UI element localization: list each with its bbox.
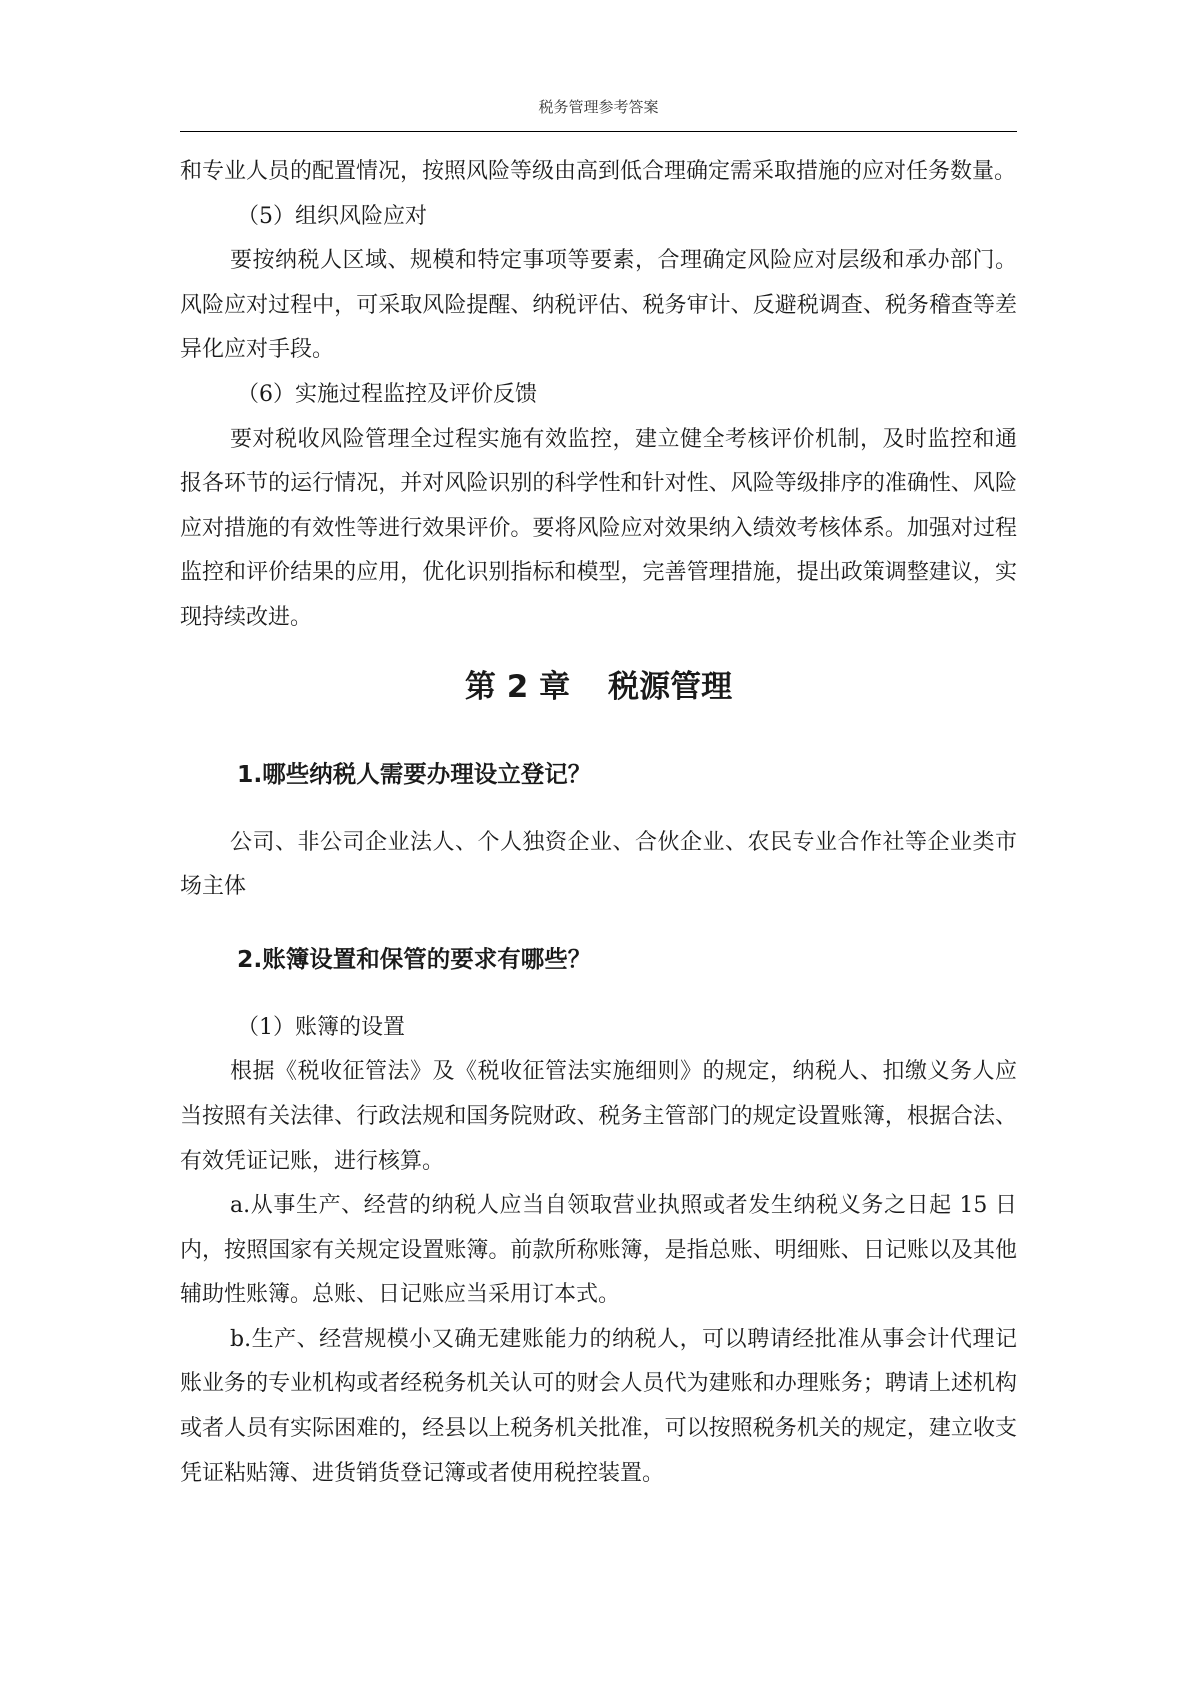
paragraph-monitoring: 要对税收风险管理全过程实施有效监控，建立健全考核评价机制，及时监控和通报各环节的运行情况，并对风险识别的科学性和针对性、风险等级排序的准确性、风险应对措施的有效性等进行效果评价。要将风险应对效果纳入绩效考核体系。加强对过程监控和评价结果的应用，优化识别指标和模型，完善管理措施，提出政策调整建议，实现持续改进。 — [180, 426, 1017, 630]
question-1-title: 1.哪些纳税人需要办理设立登记？ — [237, 759, 592, 788]
paragraph-organize-response: 要按纳税人区域、规模和特定事项等要素，合理确定风险应对层级和承办部门。风险应对过程中，可采取风险提醒、纳税评估、税务审计、反避税调查、税务稽查等差异化应对手段。 — [180, 248, 1017, 363]
question-2-title: 2.账簿设置和保管的要求有哪些？ — [237, 944, 592, 973]
subheading-monitoring: （6）实施过程监控及评价反馈 — [237, 381, 537, 407]
question-1-answer: 公司、非公司企业法人、个人独资企业、合伙企业、农民专业合作社等企业类市场主体 — [180, 829, 1017, 900]
page-header: 税务管理参考答案 — [538, 98, 659, 116]
subheading-ledger-setup: （1）账簿的设置 — [237, 1014, 405, 1040]
subheading-organize-response: （5）组织风险应对 — [237, 203, 427, 229]
paragraph-continued: 和专业人员的配置情况，按照风险等级由高到低合理确定需采取措施的应对任务数量。 — [180, 159, 1017, 184]
header-rule — [180, 131, 1017, 132]
paragraph-ledger-law: 根据《税收征管法》及《税收征管法实施细则》的规定，纳税人、扣缴义务人应当按照有关法律、行政法规和国务院财政、税务主管部门的规定设置账簿，根据合法、有效凭证记账，进行核算。 — [180, 1059, 1017, 1174]
paragraph-ledger-b: b.生产、经营规模小又确无建账能力的纳税人，可以聘请经批准从事会计代理记账业务的专业机构或者经税务机关认可的财会人员代为建账和办理账务；聘请上述机构或者人员有实际困难的，经县以上税务机关批准，可以按照税务机关的规定，建立收支凭证粘贴簿、进货销货登记簿或者使用税控装置。 — [180, 1326, 1017, 1486]
chapter-heading — [180, 663, 1017, 711]
chapter-title: 税源管理 — [608, 668, 733, 705]
paragraph-ledger-a: a.从事生产、经营的纳税人应当自领取营业执照或者发生纳税义务之日起 15 日内，按照国家有关规定设置账簿。前款所称账簿，是指总账、明细账、日记账以及其他辅助性账簿。总账、日记账应当采用订本式。 — [180, 1193, 1017, 1308]
chapter-number: 第 2 章 — [464, 668, 571, 705]
page-body — [180, 150, 1017, 1496]
